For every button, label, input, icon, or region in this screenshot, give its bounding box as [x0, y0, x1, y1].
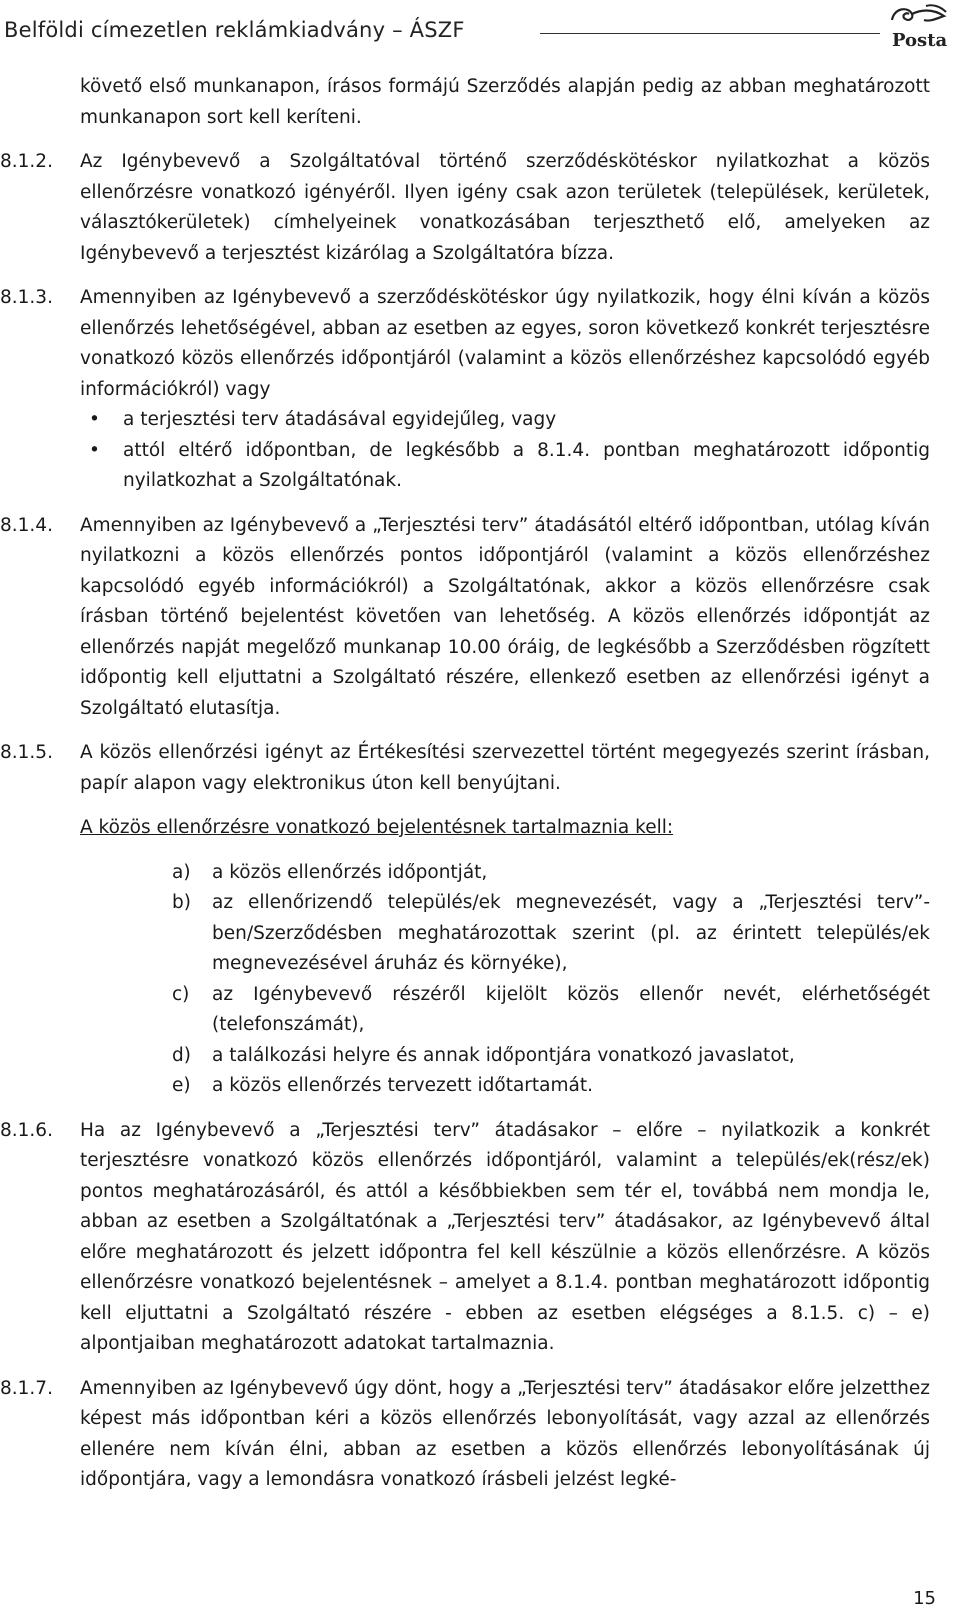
section-8-1-4	[0, 511, 930, 725]
header-rule	[540, 33, 880, 34]
posthorn-icon	[886, 2, 952, 32]
posta-logo	[886, 2, 952, 56]
section-8-1-7	[0, 1374, 930, 1496]
section-number: 8.1.5.	[0, 742, 53, 763]
section-8-1-3	[0, 283, 930, 497]
page-number: 15	[913, 1588, 936, 1609]
page-header	[0, 0, 960, 70]
list-item: e) a közös ellenőrzés tervezett időtartamát.	[172, 1075, 593, 1096]
list-item: a) a közös ellenőrzés időpontját,	[172, 861, 488, 883]
list-item: • a terjesztési terv átadásával egyidejűleg, vagy	[123, 405, 930, 436]
section-number: 8.1.3.	[0, 287, 53, 308]
section-text: Amennyiben az Igénybevevő a szerződéskötéskor úgy nyilatkozik, hogy élni kíván a közös ellenőrzés lehetőségével, abban az esetben az egyes, soron következő konkrét terjesztésre vonatkozó közös ellenőrzés időpontjáról (valamint a közös ellenőrzéshez kapcsolódó egyéb információkról) vagy	[80, 287, 930, 400]
section-8-1-2	[0, 147, 930, 269]
section-text: Ha az Igénybevevő a „Terjesztési terv” átadásakor – előre – nyilatkozik a konkrét terjesztésre vonatkozó közös ellenőrzés időpontjáról, valamint a település/ek(rész/ek) pontos meghatározásáról, és attól a későbbiekben sem tér el, továbbá nem mondja le, abban az esetben a Szolgáltatónak a „Terjesztési terv” átadásakor, az Igénybevevő által előre meghatározott és jelzett időpontra fel kell készülnie a közös ellenőrzésre. A közös ellenőrzésre vonatkozó bejelentésnek – amelyet a 8.1.4. pontban meghatározott időpontig kell eljuttatni a Szolgáltató részére - ebben az esetben elégséges a 8.1.5. c) – e) alpontjaiban meghatározott adatokat tartalmaznia.	[80, 1119, 930, 1354]
bullet-list	[80, 405, 930, 497]
section-8-1-6	[0, 1116, 930, 1360]
bullet-icon: •	[89, 439, 100, 461]
document-body	[0, 72, 930, 1496]
lettered-list	[172, 858, 930, 1102]
intro-paragraph: követő első munkanapon, írásos formájú Szerződés alapján pedig az abban meghatározott munkanapon sort kell keríteni.	[80, 76, 930, 128]
logo-wordmark: Posta	[892, 30, 948, 51]
list-item: c) az Igénybevevő részéről kijelölt közös ellenőr nevét, elérhetőségét (telefonszámát),	[172, 983, 930, 1035]
section-number: 8.1.4.	[0, 514, 53, 536]
bullet-icon: •	[89, 409, 100, 430]
section-number: 8.1.7.	[0, 1377, 53, 1399]
list-item: • attól eltérő időpontban, de legkésőbb a 8.1.4. pontban meghatározott időpontig nyilatkozhat a Szolgáltatónak.	[123, 436, 930, 497]
section-number: 8.1.2.	[0, 151, 53, 172]
list-item: b) az ellenőrizendő település/ek megnevezését, vagy a „Terjesztési terv”-ben/Szerződésben meghatározottak szerint (pl. az érintett település/ek megnevezésével áruház és környéke),	[172, 892, 930, 974]
list-item: d) a találkozási helyre és annak időpontjára vonatkozó javaslatot,	[172, 1044, 795, 1066]
list-heading: A közös ellenőrzésre vonatkozó bejelentésnek tartalmaznia kell:	[80, 817, 674, 838]
section-text: A közös ellenőrzési igényt az Értékesítési szervezettel történt megegyezés szerint írásban, papír alapon vagy elektronikus úton kell benyújtani.	[80, 742, 930, 794]
section-text: Amennyiben az Igénybevevő a „Terjesztési terv” átadásától eltérő időpontban, utólag kíván nyilatkozni a közös ellenőrzés pontos időpontjáról (valamint a közös ellenőrzéshez kapcsolódó egyéb információkról) a Szolgáltatónak, akkor a közös ellenőrzésre csak írásban történő bejelentést követően van lehetőség. A közös ellenőrzés időpontját az ellenőrzés napját megelőző munkanap 10.00 óráig, de legkésőbb a Szerződésben rögzített időpontig kell eljuttatni a Szolgáltató részére, ellenkező esetben az ellenőrzési igényt a Szolgáltató elutasítja.	[80, 514, 930, 719]
section-text: Az Igénybevevő a Szolgáltatóval történő szerződéskötéskor nyilatkozhat a közös ellenőrzésre vonatkozó igényéről. Ilyen igény csak azon területek (települések, kerületek, választókerületek) címhelyeinek vonatkozásában terjeszthető elő, amelyeken az Igénybevevő a terjesztést kizárólag a Szolgáltatóra bízza.	[80, 151, 930, 264]
document-title: Belföldi címezetlen reklámkiadvány – ÁSZF	[4, 18, 465, 42]
section-8-1-5	[0, 738, 930, 799]
section-text: Amennyiben az Igénybevevő úgy dönt, hogy a „Terjesztési terv” átadásakor előre jelzetthez képest más időpontban kéri a közös ellenőrzés lebonyolítását, vagy azzal az ellenőrzés ellenére nem kíván élni, abban az esetben a közös ellenőrzés lebonyolításának új időpontjára, vagy a lemondásra vonatkozó írásbeli jelzést legké-	[80, 1377, 930, 1490]
section-number: 8.1.6.	[0, 1119, 53, 1141]
